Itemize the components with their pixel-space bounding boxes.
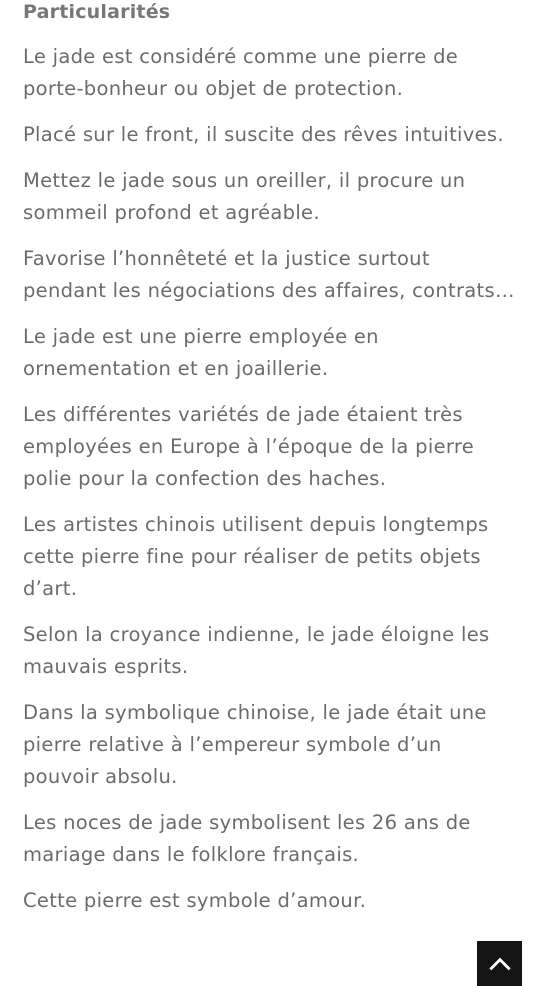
paragraph: Favorise l’honnêteté et la justice surtout pendant les négociations des affaires, contrats… xyxy=(23,247,515,302)
paragraph: Placé sur le front, il suscite des rêves intuitives. xyxy=(23,123,504,146)
paragraph: Le jade est une pierre employée en ornementation et en joaillerie. xyxy=(23,325,379,380)
section-title: Particularités xyxy=(23,1,171,23)
paragraph: Dans la symbolique chinoise, le jade était une pierre relative à l’empereur symbole d’un pouvoir absolu. xyxy=(23,701,487,788)
scroll-to-top-button[interactable] xyxy=(477,941,522,986)
paragraph: Les artistes chinois utilisent depuis longtemps cette pierre fine pour réaliser de petits objets d’art. xyxy=(23,513,489,600)
paragraph: Mettez le jade sous un oreiller, il procure un sommeil profond et agréable. xyxy=(23,169,466,224)
paragraph: Selon la croyance indienne, le jade éloigne les mauvais esprits. xyxy=(23,623,490,678)
paragraph: Cette pierre est symbole d’amour. xyxy=(23,889,367,912)
paragraph: Les noces de jade symbolisent les 26 ans de mariage dans le folklore français. xyxy=(23,811,471,866)
paragraph: Le jade est considéré comme une pierre de porte-bonheur ou objet de protection. xyxy=(23,45,459,100)
chevron-up-icon xyxy=(487,951,513,977)
paragraph: Les différentes variétés de jade étaient très employées en Europe à l’époque de la pierre polie pour la confection des haches. xyxy=(23,403,475,490)
article-content xyxy=(23,0,518,931)
